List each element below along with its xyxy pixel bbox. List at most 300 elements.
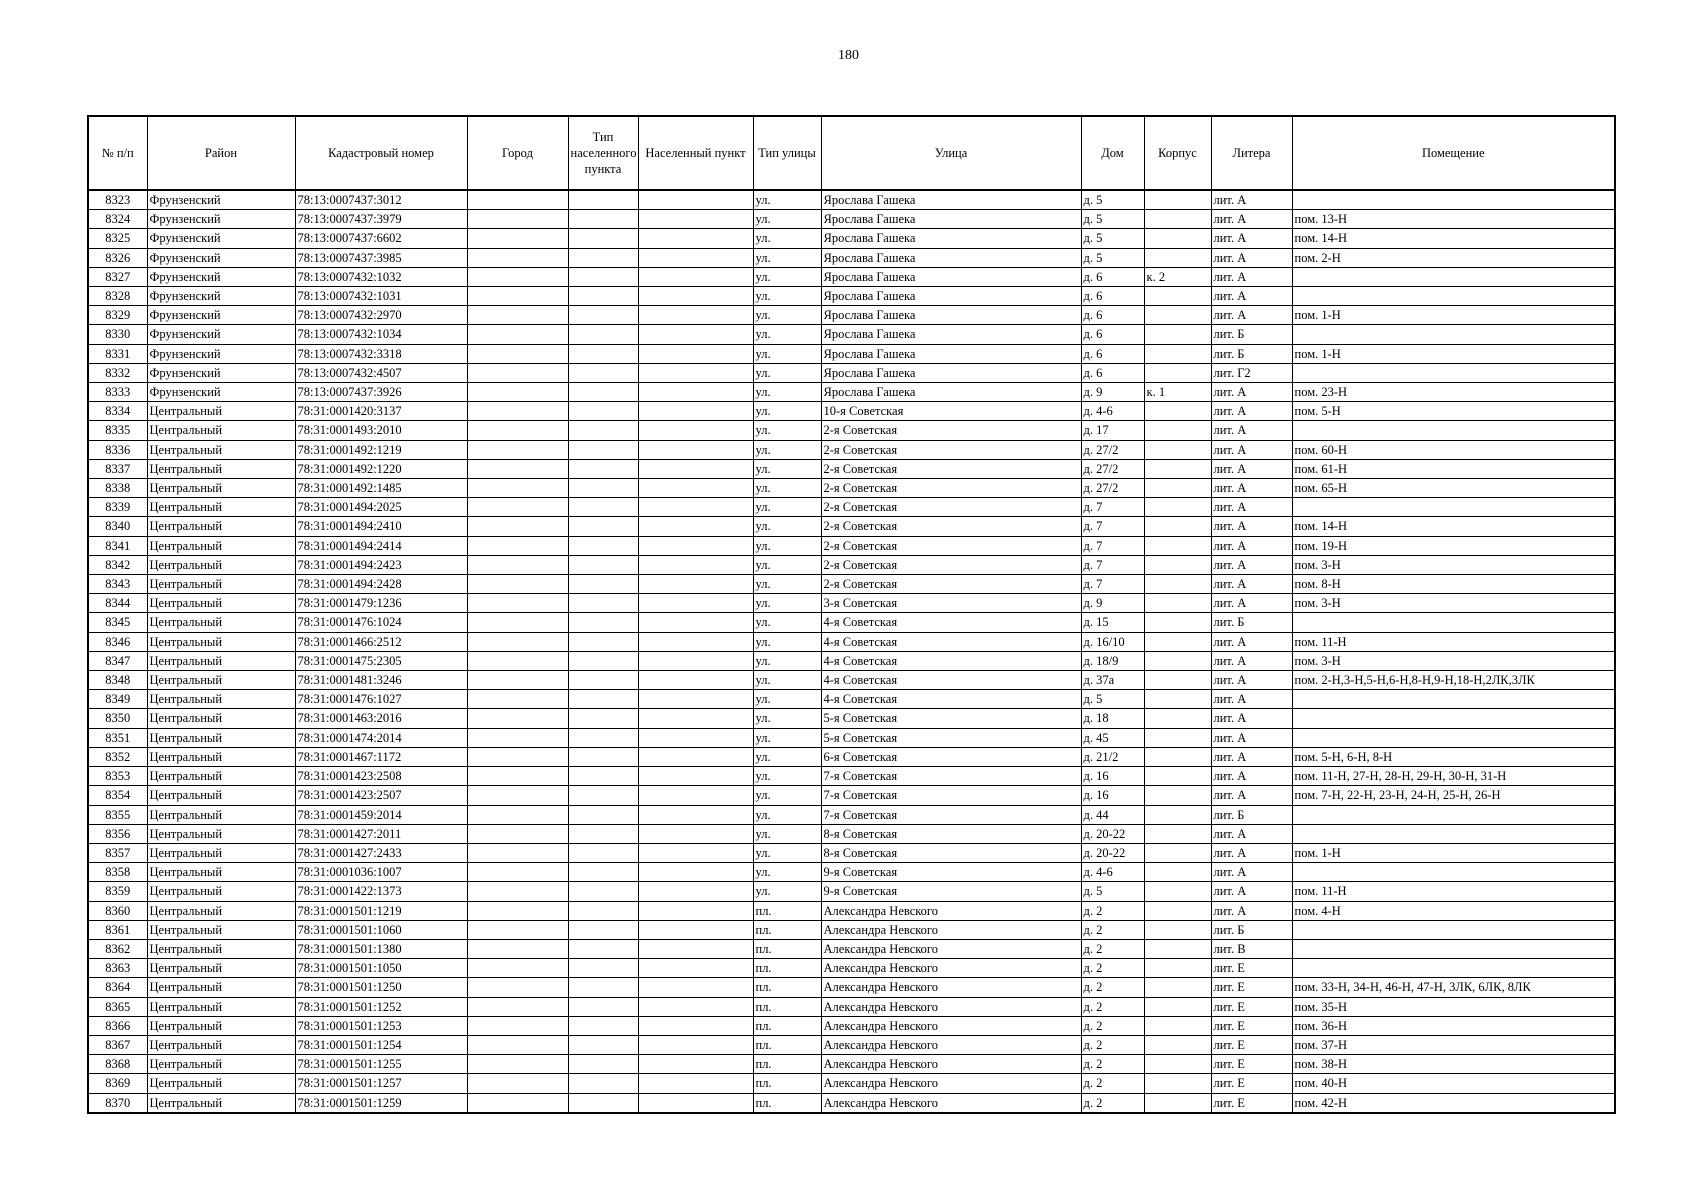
cell-house: д. 27/2 <box>1081 459 1144 478</box>
cell-street: Александра Невского <box>821 1074 1081 1093</box>
cell-cadastral-number: 78:31:0001501:1257 <box>295 1074 467 1093</box>
cell-city <box>467 421 568 440</box>
cell-street-type: ул. <box>753 440 821 459</box>
header-number: № п/п <box>88 116 147 190</box>
cell-settlement <box>638 363 753 382</box>
cell-building <box>1144 920 1211 939</box>
cell-cadastral-number: 78:13:0007437:3979 <box>295 210 467 229</box>
cell-settlement-type <box>568 939 638 958</box>
cell-street: 8-я Советская <box>821 824 1081 843</box>
cell-cadastral-number: 78:31:0001501:1259 <box>295 1093 467 1113</box>
cell-letter: лит. А <box>1211 306 1292 325</box>
cell-letter: лит. А <box>1211 882 1292 901</box>
cell-city <box>467 229 568 248</box>
cell-house: д. 5 <box>1081 210 1144 229</box>
cell-number: 8359 <box>88 882 147 901</box>
cell-city <box>467 1055 568 1074</box>
cell-city <box>467 613 568 632</box>
cell-street: 4-я Советская <box>821 613 1081 632</box>
cell-premises: пом. 5-Н <box>1292 402 1615 421</box>
cell-settlement-type <box>568 786 638 805</box>
cell-number: 8342 <box>88 555 147 574</box>
cell-letter: лит. А <box>1211 863 1292 882</box>
table-row <box>88 805 1615 824</box>
cell-house: д. 27/2 <box>1081 440 1144 459</box>
table-row <box>88 440 1615 459</box>
table-row <box>88 920 1615 939</box>
cell-letter: лит. А <box>1211 728 1292 747</box>
cell-house: д. 9 <box>1081 594 1144 613</box>
cell-premises: пом. 3-Н <box>1292 651 1615 670</box>
cell-city <box>467 786 568 805</box>
cell-settlement <box>638 1093 753 1113</box>
cell-premises: пом. 38-Н <box>1292 1055 1615 1074</box>
cell-cadastral-number: 78:31:0001501:1253 <box>295 1016 467 1035</box>
cell-house: д. 7 <box>1081 498 1144 517</box>
cell-street-type: пл. <box>753 939 821 958</box>
cell-city <box>467 747 568 766</box>
cell-settlement <box>638 383 753 402</box>
cell-city <box>467 287 568 306</box>
cell-premises: пом. 11-Н <box>1292 882 1615 901</box>
cell-building <box>1144 1016 1211 1035</box>
table-row <box>88 363 1615 382</box>
cell-number: 8358 <box>88 863 147 882</box>
table-row <box>88 632 1615 651</box>
cell-settlement-type <box>568 287 638 306</box>
cell-letter: лит. А <box>1211 479 1292 498</box>
cell-district: Центральный <box>147 498 295 517</box>
cell-building <box>1144 690 1211 709</box>
cell-premises: пом. 40-Н <box>1292 1074 1615 1093</box>
cell-district: Центральный <box>147 594 295 613</box>
cell-street-type: пл. <box>753 1093 821 1113</box>
table-row <box>88 344 1615 363</box>
header-house: Дом <box>1081 116 1144 190</box>
cell-street-type: ул. <box>753 248 821 267</box>
cell-settlement-type <box>568 632 638 651</box>
cell-house: д. 2 <box>1081 920 1144 939</box>
cell-street: 2-я Советская <box>821 498 1081 517</box>
cell-premises: пом. 19-Н <box>1292 536 1615 555</box>
cell-city <box>467 383 568 402</box>
cell-number: 8338 <box>88 479 147 498</box>
cell-letter: лит. А <box>1211 210 1292 229</box>
cell-house: д. 2 <box>1081 1093 1144 1113</box>
cell-premises: пом. 3-Н <box>1292 555 1615 574</box>
cell-settlement-type <box>568 575 638 594</box>
cell-district: Центральный <box>147 767 295 786</box>
cell-letter: лит. Б <box>1211 613 1292 632</box>
cell-premises: пом. 37-Н <box>1292 1035 1615 1054</box>
cell-house: д. 4-6 <box>1081 402 1144 421</box>
cell-district: Центральный <box>147 1035 295 1054</box>
cell-street-type: ул. <box>753 344 821 363</box>
cell-building <box>1144 632 1211 651</box>
table-row <box>88 517 1615 536</box>
cell-number: 8330 <box>88 325 147 344</box>
cell-cadastral-number: 78:31:0001423:2508 <box>295 767 467 786</box>
cell-letter: лит. Б <box>1211 920 1292 939</box>
cell-cadastral-number: 78:31:0001492:1220 <box>295 459 467 478</box>
cell-house: д. 2 <box>1081 978 1144 997</box>
cell-city <box>467 210 568 229</box>
cell-city <box>467 575 568 594</box>
cell-number: 8337 <box>88 459 147 478</box>
cell-street-type: ул. <box>753 479 821 498</box>
cell-settlement-type <box>568 920 638 939</box>
cell-street-type: ул. <box>753 555 821 574</box>
cell-premises: пом. 5-Н, 6-Н, 8-Н <box>1292 747 1615 766</box>
cell-house: д. 20-22 <box>1081 824 1144 843</box>
cell-house: д. 5 <box>1081 690 1144 709</box>
cell-settlement <box>638 421 753 440</box>
cell-district: Центральный <box>147 882 295 901</box>
cell-settlement-type <box>568 901 638 920</box>
cell-cadastral-number: 78:31:0001459:2014 <box>295 805 467 824</box>
cell-building <box>1144 882 1211 901</box>
cell-letter: лит. А <box>1211 459 1292 478</box>
cell-house: д. 2 <box>1081 1016 1144 1035</box>
cell-cadastral-number: 78:13:0007432:1032 <box>295 267 467 286</box>
cell-building <box>1144 805 1211 824</box>
cell-building <box>1144 210 1211 229</box>
cell-premises: пом. 1-Н <box>1292 843 1615 862</box>
cell-letter: лит. А <box>1211 767 1292 786</box>
cell-settlement-type <box>568 997 638 1016</box>
cell-settlement-type <box>568 1093 638 1113</box>
cell-district: Центральный <box>147 459 295 478</box>
cell-settlement <box>638 786 753 805</box>
cell-number: 8348 <box>88 671 147 690</box>
cell-street: Александра Невского <box>821 901 1081 920</box>
table-row <box>88 843 1615 862</box>
cell-letter: лит. Б <box>1211 344 1292 363</box>
header-street: Улица <box>821 116 1081 190</box>
cell-settlement <box>638 1055 753 1074</box>
cell-cadastral-number: 78:13:0007437:3926 <box>295 383 467 402</box>
cell-street: 9-я Советская <box>821 863 1081 882</box>
cell-building <box>1144 402 1211 421</box>
cell-cadastral-number: 78:13:0007432:2970 <box>295 306 467 325</box>
cell-street-type: ул. <box>753 594 821 613</box>
cell-premises <box>1292 939 1615 958</box>
cell-number: 8324 <box>88 210 147 229</box>
cell-street-type: ул. <box>753 882 821 901</box>
cell-cadastral-number: 78:13:0007432:3318 <box>295 344 467 363</box>
cell-street: 2-я Советская <box>821 421 1081 440</box>
cell-premises <box>1292 267 1615 286</box>
cell-settlement-type <box>568 1035 638 1054</box>
table-row <box>88 267 1615 286</box>
cell-district: Фрунзенский <box>147 363 295 382</box>
cell-city <box>467 440 568 459</box>
cell-district: Фрунзенский <box>147 306 295 325</box>
cell-premises <box>1292 959 1615 978</box>
cell-house: д. 16 <box>1081 786 1144 805</box>
cell-city <box>467 479 568 498</box>
cell-number: 8366 <box>88 1016 147 1035</box>
cell-house: д. 2 <box>1081 939 1144 958</box>
cell-settlement <box>638 997 753 1016</box>
cell-settlement-type <box>568 325 638 344</box>
cell-settlement-type <box>568 210 638 229</box>
table-row <box>88 402 1615 421</box>
cell-settlement-type <box>568 1074 638 1093</box>
cell-number: 8362 <box>88 939 147 958</box>
cell-premises <box>1292 690 1615 709</box>
cell-house: д. 6 <box>1081 267 1144 286</box>
cell-street-type: ул. <box>753 786 821 805</box>
cell-house: д. 44 <box>1081 805 1144 824</box>
cell-number: 8352 <box>88 747 147 766</box>
cell-building <box>1144 459 1211 478</box>
header-street-type: Тип улицы <box>753 116 821 190</box>
cell-premises: пом. 42-Н <box>1292 1093 1615 1113</box>
cell-settlement <box>638 939 753 958</box>
cell-settlement <box>638 651 753 670</box>
cell-street: 5-я Советская <box>821 728 1081 747</box>
table-row <box>88 325 1615 344</box>
cell-city <box>467 728 568 747</box>
cell-building <box>1144 344 1211 363</box>
cell-number: 8360 <box>88 901 147 920</box>
cell-street: 2-я Советская <box>821 536 1081 555</box>
cell-street: 7-я Советская <box>821 767 1081 786</box>
table-row <box>88 190 1615 210</box>
cell-settlement-type <box>568 421 638 440</box>
cell-street: Александра Невского <box>821 920 1081 939</box>
cell-cadastral-number: 78:31:0001492:1485 <box>295 479 467 498</box>
cell-building <box>1144 479 1211 498</box>
cell-building: к. 1 <box>1144 383 1211 402</box>
cell-number: 8356 <box>88 824 147 843</box>
cell-district: Центральный <box>147 440 295 459</box>
cell-letter: лит. Е <box>1211 1016 1292 1035</box>
cell-street: 5-я Советская <box>821 709 1081 728</box>
cell-premises <box>1292 190 1615 210</box>
cell-premises: пом. 11-Н, 27-Н, 28-Н, 29-Н, 30-Н, 31-Н <box>1292 767 1615 786</box>
cell-letter: лит. А <box>1211 632 1292 651</box>
cell-settlement-type <box>568 248 638 267</box>
cell-number: 8339 <box>88 498 147 517</box>
cell-cadastral-number: 78:31:0001501:1254 <box>295 1035 467 1054</box>
cell-settlement-type <box>568 536 638 555</box>
cell-settlement-type <box>568 363 638 382</box>
cell-street: Ярослава Гашека <box>821 229 1081 248</box>
cell-settlement-type <box>568 671 638 690</box>
cell-street: Ярослава Гашека <box>821 248 1081 267</box>
cell-settlement <box>638 517 753 536</box>
cell-house: д. 2 <box>1081 901 1144 920</box>
cell-building <box>1144 1055 1211 1074</box>
cell-cadastral-number: 78:13:0007437:3012 <box>295 190 467 210</box>
cell-premises <box>1292 728 1615 747</box>
cell-street-type: ул. <box>753 709 821 728</box>
cell-settlement <box>638 325 753 344</box>
cell-street: 2-я Советская <box>821 555 1081 574</box>
cell-settlement-type <box>568 709 638 728</box>
cell-letter: лит. А <box>1211 901 1292 920</box>
cell-premises: пом. 61-Н <box>1292 459 1615 478</box>
cell-street-type: пл. <box>753 1016 821 1035</box>
cell-house: д. 45 <box>1081 728 1144 747</box>
cell-settlement <box>638 1035 753 1054</box>
cell-street-type: ул. <box>753 613 821 632</box>
cell-settlement-type <box>568 882 638 901</box>
cell-house: д. 2 <box>1081 959 1144 978</box>
cell-city <box>467 805 568 824</box>
cell-premises: пом. 7-Н, 22-Н, 23-Н, 24-Н, 25-Н, 26-Н <box>1292 786 1615 805</box>
header-building: Корпус <box>1144 116 1211 190</box>
cell-building <box>1144 536 1211 555</box>
cell-city <box>467 344 568 363</box>
cell-premises <box>1292 709 1615 728</box>
table-row <box>88 824 1615 843</box>
cell-district: Центральный <box>147 1055 295 1074</box>
cell-number: 8354 <box>88 786 147 805</box>
cell-premises: пом. 13-Н <box>1292 210 1615 229</box>
cell-premises <box>1292 805 1615 824</box>
cell-number: 8327 <box>88 267 147 286</box>
cell-cadastral-number: 78:13:0007432:4507 <box>295 363 467 382</box>
cell-letter: лит. В <box>1211 939 1292 958</box>
cell-street-type: ул. <box>753 536 821 555</box>
cell-settlement <box>638 555 753 574</box>
cell-settlement <box>638 863 753 882</box>
cell-building <box>1144 1035 1211 1054</box>
cell-settlement <box>638 747 753 766</box>
cell-number: 8335 <box>88 421 147 440</box>
cell-settlement-type <box>568 805 638 824</box>
cell-district: Фрунзенский <box>147 344 295 363</box>
cell-premises: пом. 33-Н, 34-Н, 46-Н, 47-Н, 3ЛК, 6ЛК, 8ЛК <box>1292 978 1615 997</box>
cell-number: 8343 <box>88 575 147 594</box>
cell-cadastral-number: 78:31:0001476:1027 <box>295 690 467 709</box>
cell-letter: лит. А <box>1211 421 1292 440</box>
cell-street: Ярослава Гашека <box>821 325 1081 344</box>
cell-settlement <box>638 671 753 690</box>
cell-number: 8347 <box>88 651 147 670</box>
table-row <box>88 747 1615 766</box>
cell-letter: лит. Е <box>1211 1055 1292 1074</box>
cell-district: Центральный <box>147 978 295 997</box>
cell-house: д. 5 <box>1081 882 1144 901</box>
table-row <box>88 1074 1615 1093</box>
cell-premises: пом. 2-Н,3-Н,5-Н,6-Н,8-Н,9-Н,18-Н,2ЛК,3ЛК <box>1292 671 1615 690</box>
cell-settlement <box>638 767 753 786</box>
cell-district: Центральный <box>147 402 295 421</box>
cell-street-type: ул. <box>753 632 821 651</box>
cell-street-type: пл. <box>753 1035 821 1054</box>
cell-settlement <box>638 690 753 709</box>
cell-street-type: ул. <box>753 824 821 843</box>
cell-settlement <box>638 575 753 594</box>
cell-settlement-type <box>568 747 638 766</box>
cell-letter: лит. Б <box>1211 325 1292 344</box>
cell-street-type: ул. <box>753 517 821 536</box>
cell-letter: лит. А <box>1211 747 1292 766</box>
cell-street: 2-я Советская <box>821 440 1081 459</box>
header-letter: Литера <box>1211 116 1292 190</box>
cell-street: 4-я Советская <box>821 651 1081 670</box>
table-row <box>88 1035 1615 1054</box>
cell-settlement-type <box>568 459 638 478</box>
table-row <box>88 459 1615 478</box>
cell-street-type: ул. <box>753 651 821 670</box>
cell-street-type: ул. <box>753 498 821 517</box>
cell-building <box>1144 594 1211 613</box>
cell-district: Фрунзенский <box>147 383 295 402</box>
cell-settlement <box>638 459 753 478</box>
cell-street-type: ул. <box>753 690 821 709</box>
table-row <box>88 651 1615 670</box>
table-row <box>88 901 1615 920</box>
cell-letter: лит. А <box>1211 517 1292 536</box>
cell-letter: лит. А <box>1211 267 1292 286</box>
cell-number: 8353 <box>88 767 147 786</box>
cell-building <box>1144 1074 1211 1093</box>
cell-house: д. 2 <box>1081 1074 1144 1093</box>
table-row <box>88 613 1615 632</box>
cell-premises: пом. 4-Н <box>1292 901 1615 920</box>
cell-letter: лит. Е <box>1211 1035 1292 1054</box>
cell-cadastral-number: 78:31:0001501:1255 <box>295 1055 467 1074</box>
cell-street-type: пл. <box>753 978 821 997</box>
cell-district: Центральный <box>147 555 295 574</box>
cell-building <box>1144 959 1211 978</box>
cell-cadastral-number: 78:31:0001479:1236 <box>295 594 467 613</box>
cell-letter: лит. А <box>1211 555 1292 574</box>
cell-cadastral-number: 78:31:0001423:2507 <box>295 786 467 805</box>
cell-number: 8351 <box>88 728 147 747</box>
cell-letter: лит. А <box>1211 651 1292 670</box>
cell-city <box>467 1035 568 1054</box>
cell-city <box>467 306 568 325</box>
cell-street: Александра Невского <box>821 978 1081 997</box>
cell-street: Александра Невского <box>821 1016 1081 1035</box>
table-row <box>88 536 1615 555</box>
cell-letter: лит. А <box>1211 843 1292 862</box>
header-district: Район <box>147 116 295 190</box>
cell-settlement <box>638 632 753 651</box>
cell-district: Центральный <box>147 1074 295 1093</box>
cell-cadastral-number: 78:31:0001463:2016 <box>295 709 467 728</box>
cell-street: Ярослава Гашека <box>821 344 1081 363</box>
cell-district: Фрунзенский <box>147 325 295 344</box>
cell-settlement-type <box>568 843 638 862</box>
cell-city <box>467 1016 568 1035</box>
cell-settlement-type <box>568 863 638 882</box>
cell-street: 6-я Советская <box>821 747 1081 766</box>
cell-cadastral-number: 78:31:0001501:1060 <box>295 920 467 939</box>
cell-settlement <box>638 920 753 939</box>
cell-street: 4-я Советская <box>821 671 1081 690</box>
cell-cadastral-number: 78:31:0001494:2423 <box>295 555 467 574</box>
cell-number: 8350 <box>88 709 147 728</box>
cell-number: 8341 <box>88 536 147 555</box>
cell-number: 8344 <box>88 594 147 613</box>
cell-street-type: ул. <box>753 267 821 286</box>
cell-premises <box>1292 613 1615 632</box>
cell-street-type: ул. <box>753 287 821 306</box>
cell-street-type: ул. <box>753 325 821 344</box>
cell-cadastral-number: 78:13:0007437:3985 <box>295 248 467 267</box>
cell-number: 8365 <box>88 997 147 1016</box>
cell-street-type: ул. <box>753 671 821 690</box>
cell-district: Фрунзенский <box>147 190 295 210</box>
cell-house: д. 6 <box>1081 363 1144 382</box>
